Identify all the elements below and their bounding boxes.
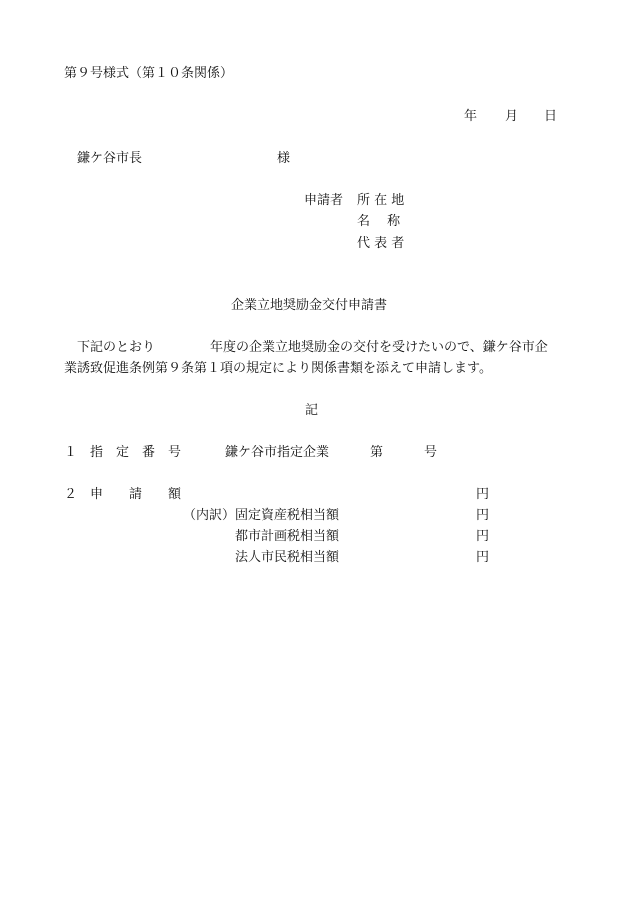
form-number: 第９号様式（第１０条関係） (64, 66, 234, 81)
item1-dai: 第 (370, 445, 384, 460)
item2-label: 申 請 額 (90, 487, 182, 502)
breakdown-label: （内訳） (183, 508, 236, 523)
breakdown-fixed-asset-tax: 固定資産税相当額 (235, 508, 340, 523)
applicant-label: 申請者 (304, 193, 344, 208)
ki-heading: 記 (305, 403, 319, 418)
addressee-name: 鎌ケ谷市長 (77, 151, 143, 166)
item1-number: １ (64, 445, 78, 460)
document-title: 企業立地奨励金交付申請書 (231, 298, 388, 313)
item2-number: ２ (64, 487, 78, 502)
item1-label: 指 定 番 号 (90, 445, 182, 460)
breakdown-corporate-tax-yen: 円 (476, 550, 490, 565)
body-line1-prefix: 下記のとおり (77, 340, 156, 355)
breakdown-corporate-tax: 法人市民税相当額 (235, 550, 340, 565)
item1-designation: 鎌ケ谷市指定企業 (225, 445, 330, 460)
addressee-honorific: 様 (277, 151, 291, 166)
breakdown-fixed-asset-tax-yen: 円 (476, 508, 490, 523)
body-line1-suffix: 年度の企業立地奨励金の交付を受けたいので、鎌ケ谷市企 (210, 340, 548, 355)
breakdown-city-planning-tax: 都市計画税相当額 (235, 529, 340, 544)
applicant-address-label: 所 在 地 (357, 193, 405, 208)
breakdown-city-planning-tax-yen: 円 (476, 529, 490, 544)
body-line2: 業誘致促進条例第９条第１項の規定により関係書類を添えて申請します。 (64, 361, 492, 376)
applicant-representative-label: 代 表 者 (357, 236, 405, 251)
date-month-label: 月 (505, 109, 519, 124)
item1-go: 号 (424, 445, 438, 460)
applicant-name-label: 名 称 (357, 214, 401, 229)
date-day-label: 日 (544, 109, 558, 124)
item2-yen: 円 (476, 487, 490, 502)
date-year-label: 年 (464, 109, 478, 124)
